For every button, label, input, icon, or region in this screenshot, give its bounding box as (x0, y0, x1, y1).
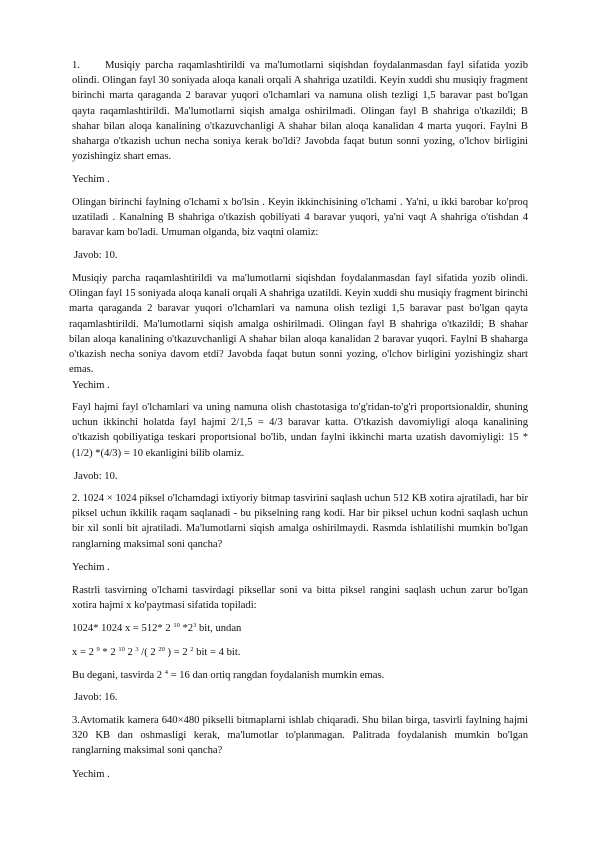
problem-2-solution-label: Yechim . (72, 562, 110, 573)
problem-1-answer: Javob: 10. (74, 250, 118, 261)
equation-3: Bu degani, tasvirda 2 $^4$ = 16 dan ortiq rangdan foydalanish mumkin emas. (72, 669, 385, 681)
problem-1-solution-label: Yechim . (72, 174, 110, 185)
problem-3-text: 3.Avtomatik kamera 640×480 pikselli bitmaplarni ishlab chiqaradi. Shu bilan birga, tasvirli faylning hajmi 320 KB dan oshmasligi kerak, ma'lumotlar to'planmagan. Palitrada foydalanish mumkin bo'lgan ranglarning maksimal soni qancha? (72, 715, 528, 757)
problem-2-text: 2. 1024 × 1024 piksel o'lchamdagi ixtiyoriy bitmap tasvirini saqlash uchun 512 KB xotira ajratiladi, har bir piksel uchun ikkilik raqam saqlanadi - bu pikselning rang kodi. Har bir piksel uchun kodni saqlash uchun bir xil sonli bit ajratiladi. Ma'lumotlarni siqish amalga oshirilmaydi. Rasmda ishlatilishi mumkin bo'lgan ranglarning maksimal soni qancha? (72, 493, 528, 550)
equation-1: 1024* 1024 x = 512* 2 $^{10}$ $*2^3$ bit, undan (72, 622, 242, 634)
problem-3-solution-label: Yechim . (72, 769, 110, 780)
equation-2: x = 2 $^9$ * 2 $^{10}$ 2 $^3$ /( 2 $^{20}$ ) = 2 $^2$ bit = 4 bit. (72, 646, 241, 658)
problem-2-solution: Rastrli tasvirning o'lchami tasvirdagi piksellar soni va bitta piksel rangini saqlash uchun zarur bo'lgan xotira hajmi x ko'paytmasi sifatida topiladi: (72, 585, 528, 612)
problem-1b-solution-label: Yechim . (72, 380, 110, 391)
problem-2-answer: Javob: 16. (74, 692, 118, 703)
problem-1-solution: Olingan birinchi faylning o'lchami x bo'lsin . Keyin ikkinchisining o'lchami . Ya'ni, u ikki barobar ko'proq uzatiladi . Kanalning B shahriga o'tkazish qobiliyati 4 baravar yuqori, ya'ni vaqt A shahriga o'tishdan 4 baravar kam bo'ladi. Umuman olganda, biz vaqtni olamiz: (72, 197, 528, 239)
problem-1b-text: Musiqiy parcha raqamlashtirildi va ma'lumotlarni siqishdan foydalanmasdan fayl sifatida yozib olindi. Olingan fayl 15 soniyada aloqa kanali orqali A shahriga uzatildi. Keyin xuddi shu musiqiy fragment birinchi marta qaraganda 2 baravar yuqori o'lchamlari va namuna olish tezligi 1,5 baravar past bo'lgan qayta raqamlashtirildi. Ma'lumotlarni siqish amalga oshirilmadi. Olingan fayl B shahriga o'tkazildi; B shahar bilan aloqa kanalining o'tkazuvchanligi A shahar bilan aloqa kanalidan 2 baravar yuqori. Faylni B shaharga o'tkazish necha soniya davom etdi? Javobda faqat butun sonni yozing, o'lchov birligini yozishingiz shart emas. (69, 273, 528, 376)
problem-1b-solution: Fayl hajmi fayl o'lchamlari va uning namuna olish chastotasiga to'g'ridan-to'g'ri proportsionaldir, shuning uchun ikkinchi holatda fayl hajmi 2/1,5 = 4/3 baravar katta. O'tkazish davomiyligi aloqa kanalining o'tkazish qobiliyatiga teskari proportsional bo'lib, undan faylni ikkinchi marta uzatish davomiyligi: 15 *(1/2) *(4/3) = 10 ekanligini bilib olamiz. (72, 402, 528, 459)
problem-1b-answer: Javob: 10. (74, 471, 118, 482)
problem-1-number: 1. (72, 60, 80, 71)
problem-1-text: 1. Musiqiy parcha raqamlashtirildi va ma'lumotlarni siqishdan foydalanmasdan fayl sifatida yozib olindi. Olingan fayl 30 soniyada aloqa kanali orqali A shahriga uzatildi. Keyin xuddi shu musiqiy fragment birinchi marta qaraganda 2 baravar yuqori o'lchamlari va namuna olish tezligi 1,5 baravar past bo'lgan qayta raqamlashtirildi. Ma'lumotlarni siqish amalga oshirilmadi. Olingan fayl B shahriga o'tkazildi; B shahar bilan aloqa kanalining o'tkazuvchanligi A shahar bilan aloqa kanalidan 4 marta yuqori. Faylni B shaharga o'tkazish uchun necha soniya kerak bo'ldi? Javobda faqat butun sonni yozing, o'lchov birligini yozishingiz shart emas. (72, 60, 528, 163)
